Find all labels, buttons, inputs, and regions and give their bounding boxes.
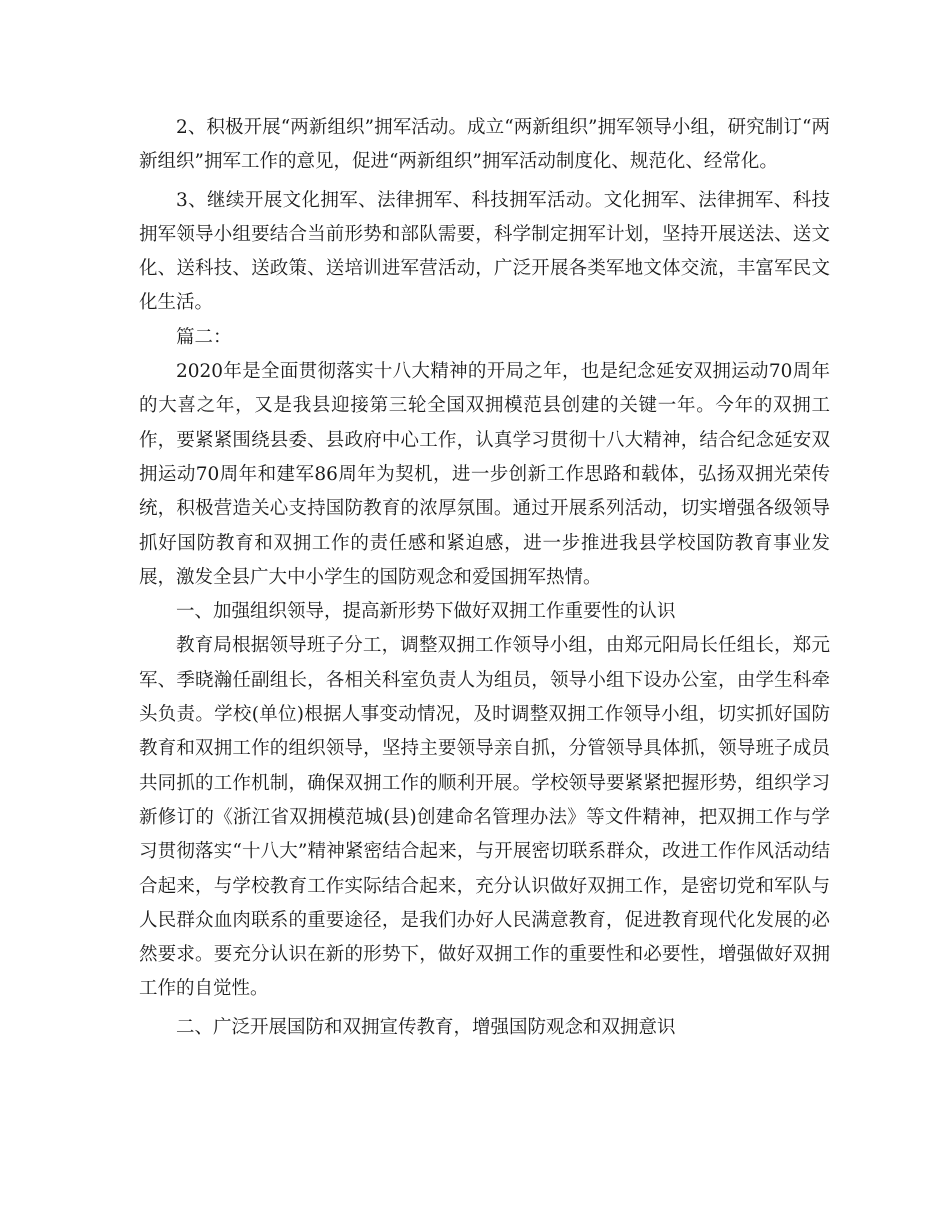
section-heading-part-two: 篇二： xyxy=(176,326,232,348)
paragraph-intro-2020: 2020年是全面贯彻落实十八大精神的开局之年，也是纪念延安双拥运动70周年的大喜之年，又是我县迎接第三轮全国双拥模范县创建的关键一年。今年的双拥工作，要紧紧围绕县委、县政府中心工作，认真学习贯彻十八大精神，结合纪念延安双拥运动70周年和建军86周年为契机，进一步创新工作思路和载体，弘扬双拥光荣传统，积极营造关心支持国防教育的浓厚氛围。通过开展系列活动，切实增强各级领导抓好国防教育和双拥工作的责任感和紧迫感，进一步推进我县学校国防教育事业发展，激发全县广大中小学生的国防观念和爱国拥军热情。 xyxy=(139,361,830,588)
paragraph-item-3: 3、继续开展文化拥军、法律拥军、科技拥军活动。文化拥军、法律拥军、科技拥军领导小组要结合当前形势和部队需要，科学制定拥军计划，坚持开展送法、送文化、送科技、送政策、送培训进军营活动，广泛开展各类军地文体交流，丰富军民文化生活。 xyxy=(139,189,830,314)
section-heading-two: 二、广泛开展国防和双拥宣传教育，增强国防观念和双拥意识 xyxy=(176,1016,676,1038)
section-heading-one: 一、加强组织领导，提高新形势下做好双拥工作重要性的认识 xyxy=(176,601,676,623)
paragraph-item-2: 2、积极开展“两新组织”拥军活动。成立“两新组织”拥军领导小组，研究制订“两新组织”拥军工作的意见，促进“两新组织”拥军活动制度化、规范化、经常化。 xyxy=(139,117,830,173)
paragraph-organization-leadership: 教育局根据领导班子分工，调整双拥工作领导小组，由郑元阳局长任组长，郑元军、季晓瀚任副组长，各相关科室负责人为组员，领导小组下设办公室，由学生科牵头负责。学校(单位)根据人事变动情况，及时调整双拥工作领导小组，切实抓好国防教育和双拥工作的组织领导，坚持主要领导亲自抓，分管领导具体抓，领导班子成员共同抓的工作机制，确保双拥工作的顺利开展。学校领导要紧紧把握形势，组织学习新修订的《浙江省双拥模范城(县)创建命名管理办法》等文件精神，把双拥工作与学习贯彻落实“十八大”精神紧密结合起来，与开展密切联系群众，改进工作作风活动结合起来，与学校教育工作实际结合起来，充分认识做好双拥工作，是密切党和军队与人民群众血肉联系的重要途径，是我们办好人民满意教育，促进教育现代化发展的必然要求。要充分认识在新的形势下，做好双拥工作的重要性和必要性，增强做好双拥工作的自觉性。 xyxy=(139,635,830,1000)
